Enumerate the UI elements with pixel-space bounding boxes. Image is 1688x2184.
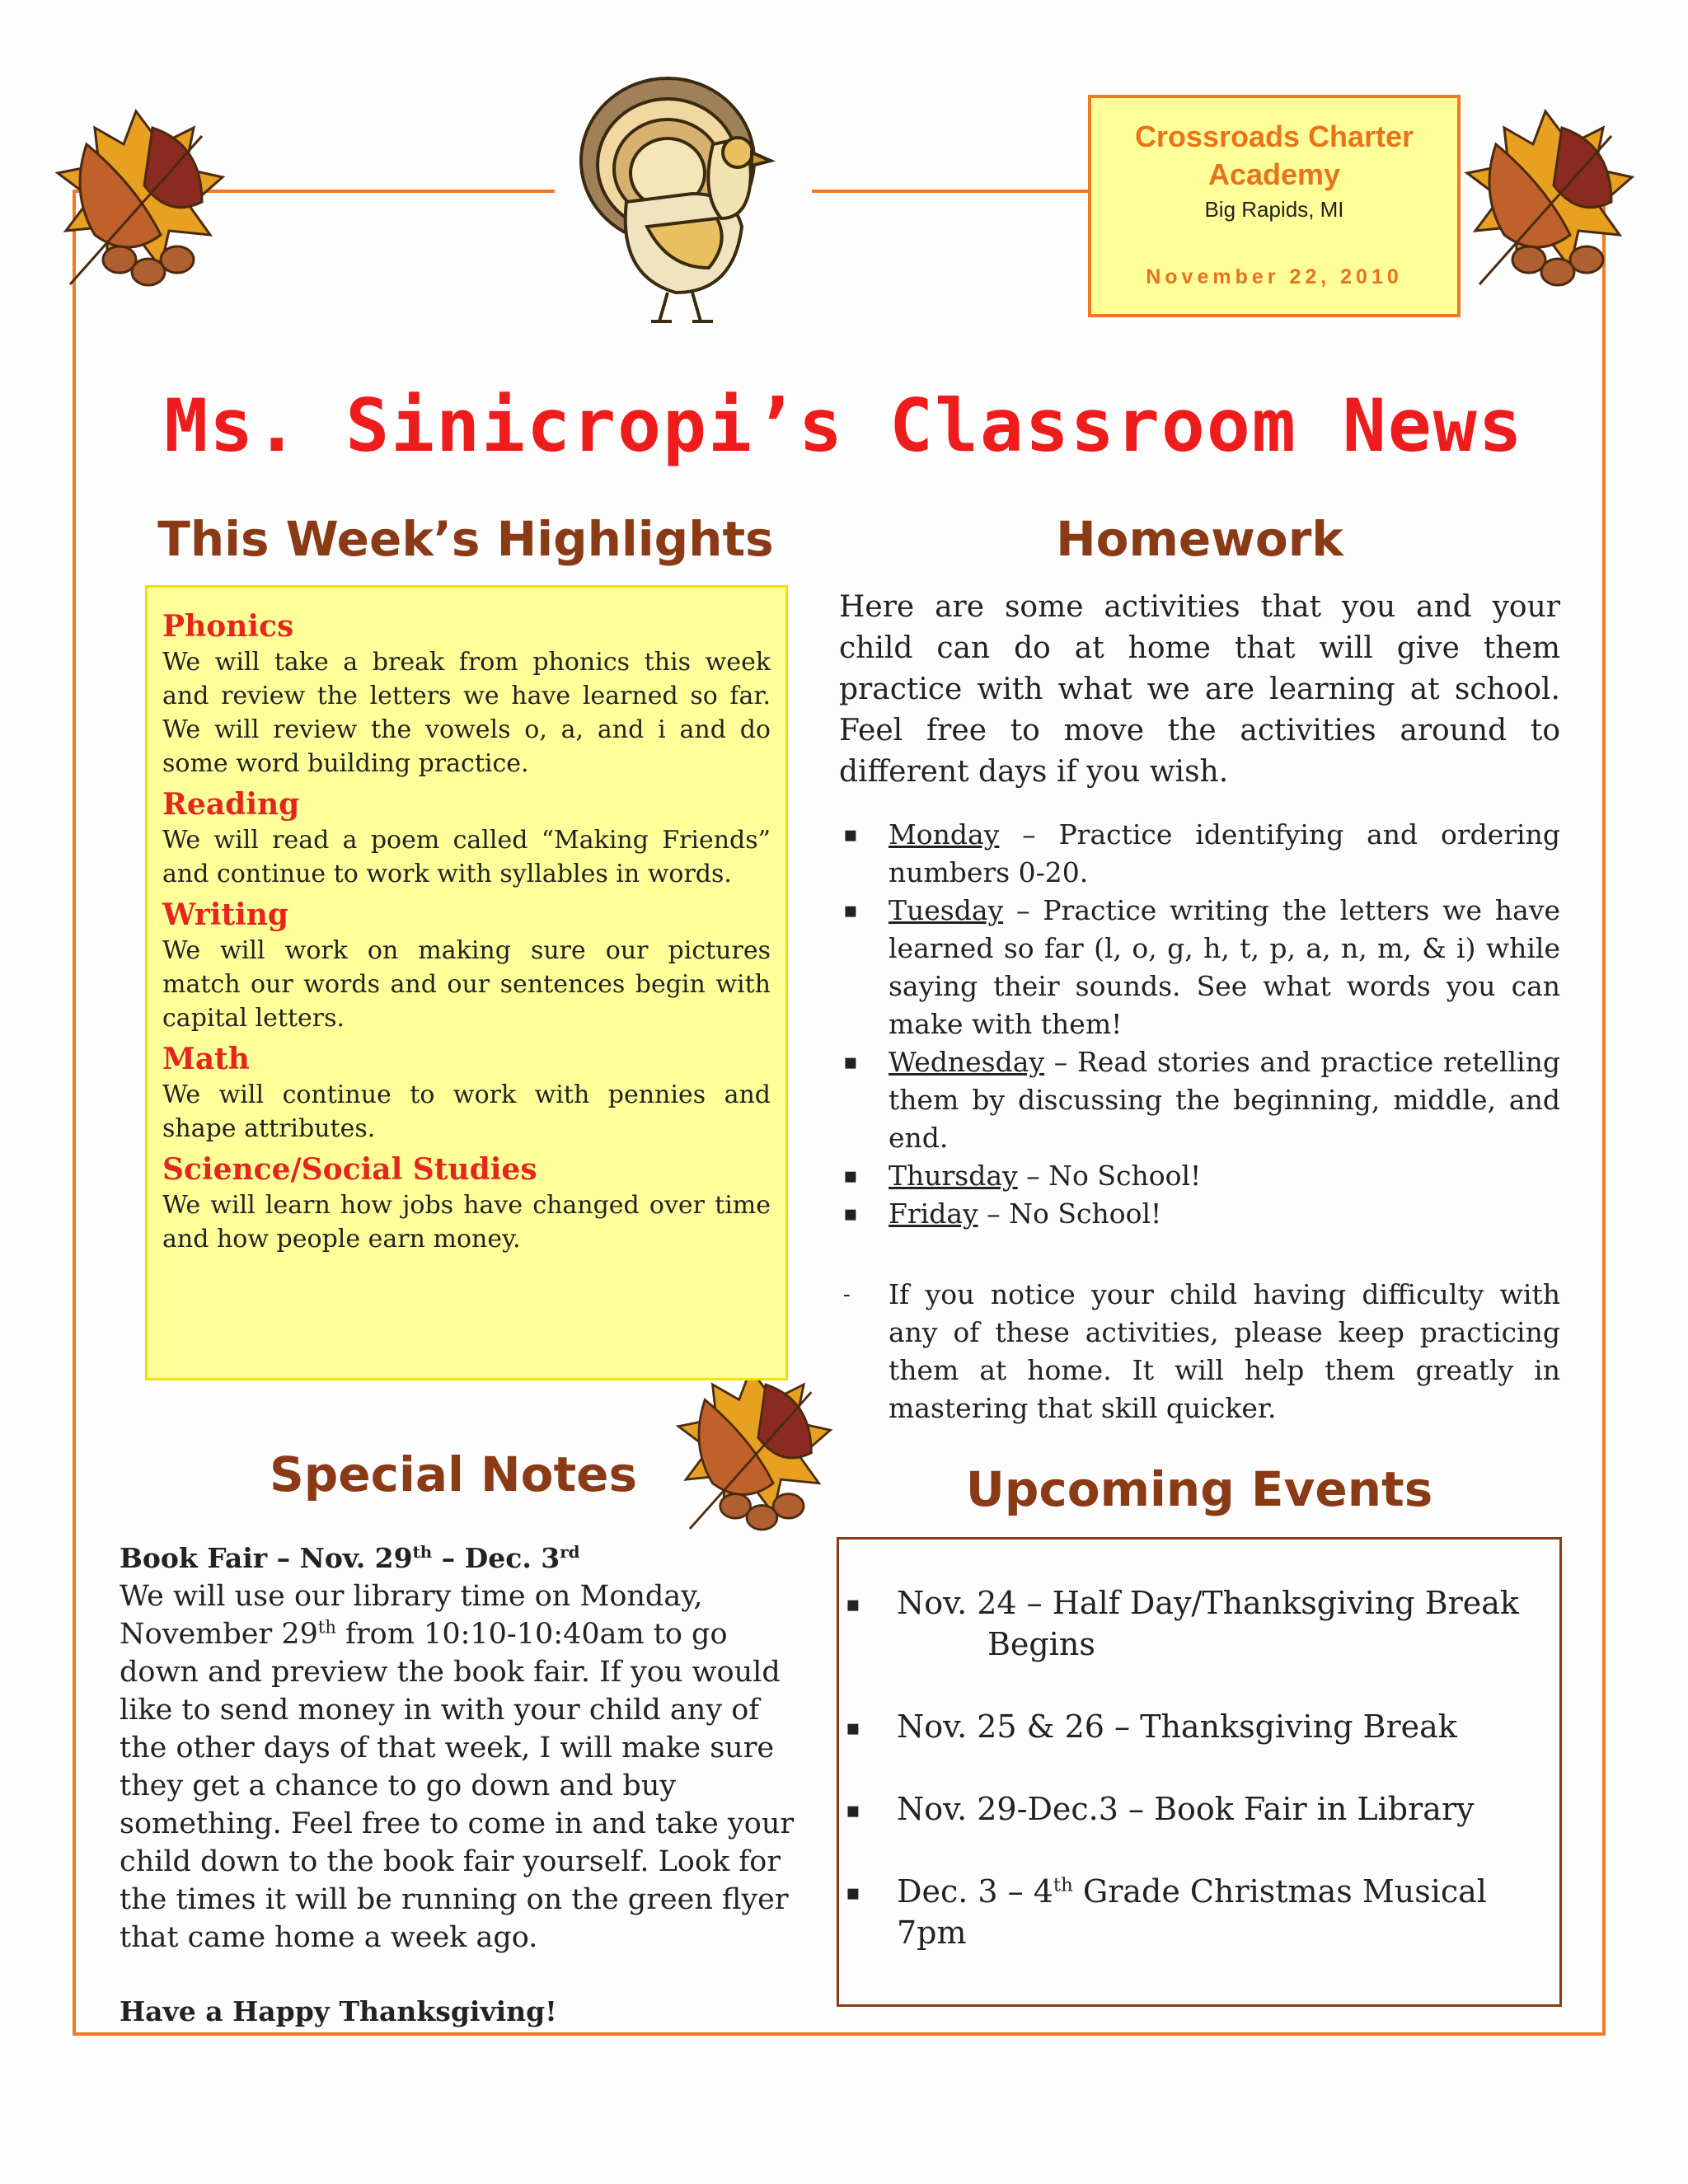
events-box [837,1537,1562,2007]
highlight-subject: Phonics [162,609,294,644]
event-text: Begins [987,1626,1095,1662]
highlight-text: We will work on making sure our pictures match our words and our sentences begin with capital letters. [162,936,771,1033]
highlight-subject: Writing [162,898,289,932]
special-notes-heading: Special Notes [269,1446,638,1502]
dash-marker: - [843,1282,851,1307]
superscript: rd [560,1542,580,1562]
homework-heading: Homework [1056,511,1343,567]
bullet-icon: ▪ [843,898,858,923]
highlights-box [145,585,788,1380]
bullet-icon: ▪ [843,1202,858,1226]
highlight-subject: Science/Social Studies [162,1152,537,1187]
book-fair-body [120,1577,795,1957]
event-item [839,1706,1559,1747]
body-text: from 10:10-10:40am to go down and preview the book fair. If you would like to send money in with your child any of the other days of that week, I will make sure they get a chance to go down and buy something. Feel free to come in and take your child down to the book fair yourself. Look for the times it will be running on the green flyer that came home a week ago. [120,1618,795,1954]
school-name: Crossroads Charter Academy [1134,120,1414,191]
homework-day: Wednesday [889,1046,1045,1078]
special-notes [120,1540,795,2031]
homework-day: Tuesday [889,894,1004,926]
newsletter-date: November 22, 2010 [1146,265,1403,288]
highlight-item [162,1151,771,1256]
closing-text: Have a Happy Thanksgiving! [120,1995,557,2027]
highlight-text: We will learn how jobs have changed over time and how people earn money. [162,1191,771,1254]
homework-intro: Here are some activities that you and your child can do at home that will give them practice with what we are learning at school. Feel free to move the activities around to different days if you wish. [839,590,1560,789]
bullet-icon: ▪ [843,823,858,847]
book-fair-label: Book Fair – Nov. 29 [120,1542,413,1574]
homework-note [839,1276,1560,1427]
homework-day: Friday [889,1197,978,1230]
event-text: Dec. 3 – 4 [897,1873,1053,1910]
list-item [839,1195,1560,1233]
bullet-icon: ▪ [846,1592,860,1617]
bullet-icon: ▪ [843,1050,858,1075]
highlight-item [162,896,771,1035]
bullet-icon: ▪ [846,1881,860,1905]
list-item [839,816,1560,892]
event-text: Grade Christmas Musical 7pm [897,1873,1487,1951]
highlight-item [162,1040,771,1146]
event-text: Nov. 29-Dec.3 – Book Fair in Library [897,1791,1475,1827]
frame-top-line-middle [812,190,1088,193]
highlight-text: We will continue to work with pennies and shape attributes. [162,1080,771,1143]
highlight-subject: Reading [162,787,300,822]
list-item [839,1043,1560,1157]
homework-day: Thursday [889,1160,1018,1192]
homework-text: – Practice identifying and ordering numbers 0-20. [889,818,1560,888]
homework-day: Monday [889,818,1000,851]
homework-text: – Read stories and practice retelling them by discussing the beginning, middle, and end. [889,1046,1560,1154]
homework-text: – No School! [978,1197,1162,1230]
homework-list [839,816,1560,1233]
bullet-icon: ▪ [843,1164,858,1188]
highlights-heading: This Week’s Highlights [157,511,774,567]
page-title: Ms. Sinicropi’s Classroom News [164,383,1524,468]
superscript: th [317,1617,336,1638]
highlight-subject: Math [162,1042,250,1076]
highlight-item [162,785,771,891]
school-city: Big Rapids, MI [1204,197,1344,222]
homework-text: – No School! [1017,1160,1202,1192]
homework-text: – Practice writing the letters we have learned so far (l, o, g, h, t, p, a, n, m, & i) while saying their sounds. See what words you can make with them! [889,894,1560,1040]
upcoming-events-heading: Upcoming Events [965,1461,1433,1517]
event-item [839,1582,1559,1665]
autumn-leaves-icon [1447,95,1657,317]
body-text: We will use our library time on Monday, November 29 [120,1580,703,1651]
book-fair-heading [120,1540,795,1577]
event-item [839,1871,1559,1953]
note-text: If you notice your child having difficulty with any of these activities, please keep practicing them at home. It will help them greatly in mastering that skill quicker. [889,1278,1560,1424]
list-item [839,1157,1560,1195]
superscript: th [1053,1874,1073,1896]
note-item [839,1276,1560,1427]
highlight-item [162,607,771,780]
list-item [839,892,1560,1043]
bullet-icon: ▪ [846,1716,860,1741]
highlight-text: We will take a break from phonics this week and review the letters we have learned so far. We will review the vowels o, a, and i and do some word building practice. [162,648,771,778]
turkey-icon [569,70,808,334]
school-info-box [1088,95,1461,317]
superscript: th [412,1542,433,1562]
event-text: Nov. 24 – Half Day/Thanksgiving Break [897,1585,1519,1621]
event-text: Nov. 25 & 26 – Thanksgiving Break [897,1708,1457,1745]
autumn-leaves-icon [37,95,247,317]
event-item [839,1788,1559,1830]
book-fair-label: – Dec. 3 [432,1542,560,1574]
bullet-icon: ▪ [846,1798,860,1823]
highlight-text: We will read a poem called “Making Friends” and continue to work with syllables in words. [162,826,771,888]
